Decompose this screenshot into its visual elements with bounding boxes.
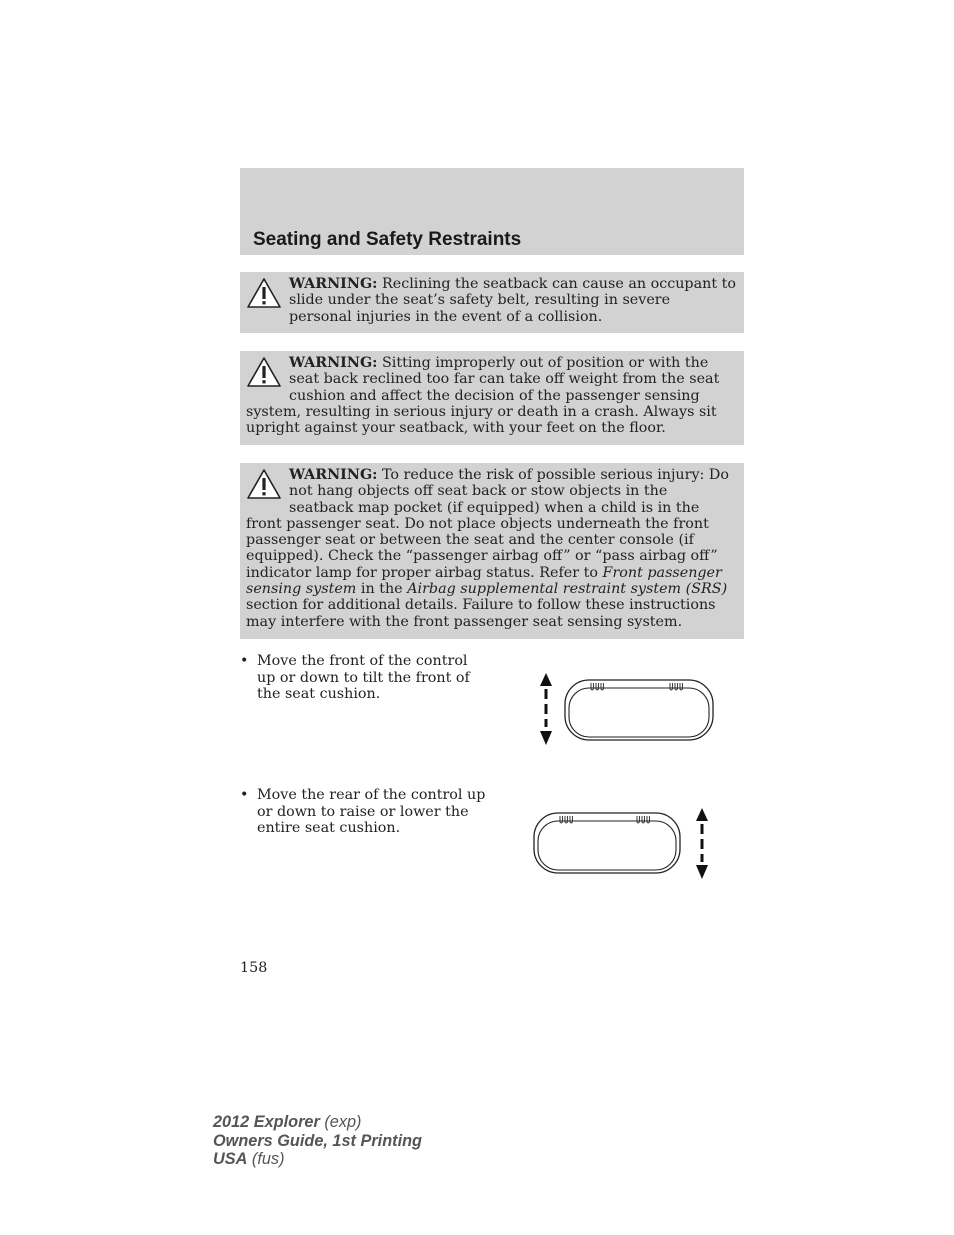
reference-airbag-srs: Airbag supplemental restraint system (SRS) <box>407 581 728 598</box>
double-arrow-icon <box>540 673 552 745</box>
footer-line-edition <box>213 1132 422 1151</box>
footer-model-code: (exp) <box>324 1113 362 1131</box>
bullet-item-tilt <box>240 653 490 703</box>
warning-label: WARNING: <box>289 355 378 371</box>
bullet-symbol: • <box>240 787 249 803</box>
warning-text: Sitting improperly out of position or with the seat back reclined too far can take off weight from the seat cushion and affect the decision of the passenger sensing system, resulting in serious injury or death in a crash. Always sit upright against your seatback, with your feet on the floor. <box>246 355 720 437</box>
footer-line-market <box>213 1150 422 1169</box>
warning-box-recline <box>240 272 744 333</box>
bullet-text: Move the rear of the control up or down to raise or lower the entire seat cushion. <box>257 787 486 836</box>
warning-text: in the <box>360 581 403 598</box>
section-header-band <box>240 168 744 255</box>
warning-text: Reclining the seatback can cause an occupant to slide under the seat’s safety belt, resulting in severe personal injuries in the event of a collision. <box>289 276 736 325</box>
warning-box-objects <box>240 463 744 639</box>
reference-front-passenger-sensing: Front passenger sensing system <box>246 564 722 598</box>
document-footer <box>213 1113 422 1169</box>
bullet-symbol: • <box>240 653 249 669</box>
footer-edition: Owners Guide, 1st Printing <box>213 1131 422 1150</box>
warning-box-position <box>240 351 744 445</box>
seat-switch-icon <box>534 813 680 873</box>
warning-label: WARNING: <box>289 467 378 483</box>
warning-triangle-icon <box>246 356 282 388</box>
warning-triangle-icon <box>246 277 282 309</box>
warning-text: To reduce the risk of possible serious injury: Do not hang objects off seat back or stow objects in the seatback map pocket (if equipped) when a child is in the front passenger seat. Do not place objects underneath the front passenger seat or between the seat and the center console (if equipped). Check the “passenger airbag off” or “pass airbag off” indicator lamp for proper airbag status. Refer to <box>246 467 729 581</box>
seat-switch-icon <box>565 680 713 740</box>
seat-control-tilt-illustration <box>530 668 720 748</box>
bullet-text: Move the front of the control up or down to tilt the front of the seat cushion. <box>257 653 470 702</box>
warning-text: section for additional details. Failure to follow these instructions may interfere with the front passenger seat sensing system. <box>246 597 716 630</box>
warning-triangle-icon <box>246 468 282 500</box>
footer-market-code: (fus) <box>251 1150 285 1168</box>
section-title: Seating and Safety Restraints <box>253 229 522 250</box>
seat-control-raise-illustration <box>530 803 720 883</box>
double-arrow-icon <box>696 808 708 879</box>
bullet-item-raise <box>240 787 490 837</box>
footer-model: 2012 Explorer <box>213 1113 320 1131</box>
footer-market: USA <box>213 1150 248 1168</box>
page-number: 158 <box>240 960 268 976</box>
warning-label: WARNING: <box>289 276 378 292</box>
footer-line-model <box>213 1113 422 1132</box>
